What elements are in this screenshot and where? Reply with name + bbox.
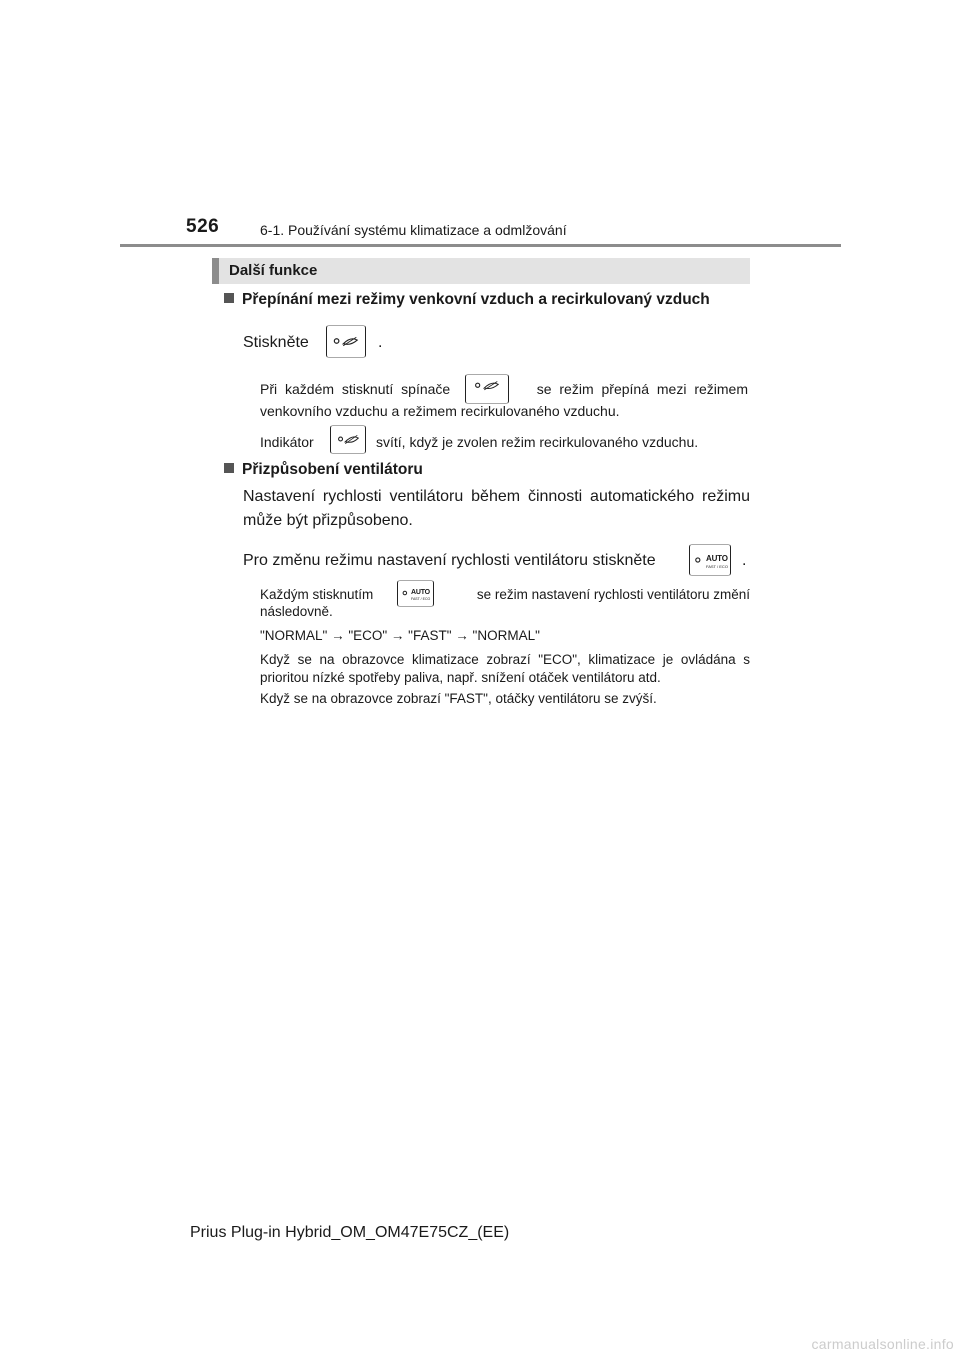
recirculation-instruction-prefix: Stiskněte <box>243 334 309 351</box>
auto-switch-icon <box>397 580 434 607</box>
auto-label: AUTO <box>411 589 430 596</box>
recirculation-note2-part2: svítí, když je zvolen režim recirkulovaného vzduchu. <box>376 434 699 450</box>
auto-label: AUTO <box>706 554 728 563</box>
recirculation-note2-part1: Indikátor <box>260 434 314 450</box>
auto-sublabel: FAST / ECO <box>706 564 728 569</box>
section-title-bar <box>212 258 750 284</box>
section-title: Další funkce <box>229 262 318 279</box>
fan-note1-part2: se režim nastavení rychlosti ventilátoru změní <box>476 587 750 602</box>
fan-heading-text: Přizpůsobení ventilátoru <box>242 461 423 478</box>
auto-sublabel: FAST / ECO <box>411 597 431 601</box>
recirculation-heading <box>224 291 710 309</box>
fan-note2: Když se na obrazovce klimatizace zobrazí "ECO", klimatizace je ovládána s prioritou nízké spotřeby paliva, např. snížení otáček ventilátoru atd. <box>260 652 750 685</box>
fan-paragraph: Nastavení rychlosti ventilátoru během činnosti automatického režimu může být přizpůsobeno. <box>243 488 750 529</box>
recirculation-switch-icon <box>465 374 509 404</box>
header-divider <box>120 244 841 247</box>
recirculation-icon <box>327 326 365 357</box>
square-bullet-icon <box>224 293 234 303</box>
recirculation-instruction-suffix: . <box>378 334 383 351</box>
recirculation-note1-line2: venkovního vzduchu a režimem recirkulovaného vzduchu. <box>260 403 620 419</box>
recirculation-button-icon <box>326 325 366 358</box>
auto-button-icon <box>689 544 731 576</box>
recirculation-heading-text: Přepínání mezi režimy venkovní vzduch a recirkulovaný vzduch <box>242 291 710 308</box>
fan-heading <box>224 461 423 479</box>
chapter-title: 6-1. Používání systému klimatizace a odmlžování <box>260 222 567 238</box>
footer-model-code: Prius Plug-in Hybrid_OM_OM47E75CZ_(EE) <box>190 1224 510 1241</box>
fan-note3: Když se na obrazovce zobrazí "FAST", otáčky ventilátoru se zvýší. <box>260 691 657 706</box>
fan-mode-sequence: "NORMAL" → "ECO" → "FAST" → "NORMAL" <box>260 628 540 643</box>
fan-note1-line2: následovně. <box>260 604 333 619</box>
page-number: 526 <box>186 216 220 237</box>
square-bullet-icon <box>224 463 234 473</box>
recirculation-note1-part1: Při každém stisknutí spínače <box>260 381 451 397</box>
fan-note1-line1 <box>260 587 750 605</box>
watermark: carmanualsonline.info <box>811 1336 954 1352</box>
recirculation-icon <box>466 375 508 403</box>
fan-instruction-prefix: Pro změnu režimu nastavení rychlosti ventilátoru stiskněte <box>243 552 656 569</box>
recirculation-icon <box>331 426 365 453</box>
recirculation-instruction <box>243 334 309 352</box>
recirculation-indicator-icon <box>330 425 366 454</box>
recirculation-note1-part2: se režim přepíná mezi režimem <box>536 381 748 397</box>
fan-instruction-suffix: . <box>742 552 747 569</box>
fan-note1-part1: Každým stisknutím <box>260 587 374 602</box>
